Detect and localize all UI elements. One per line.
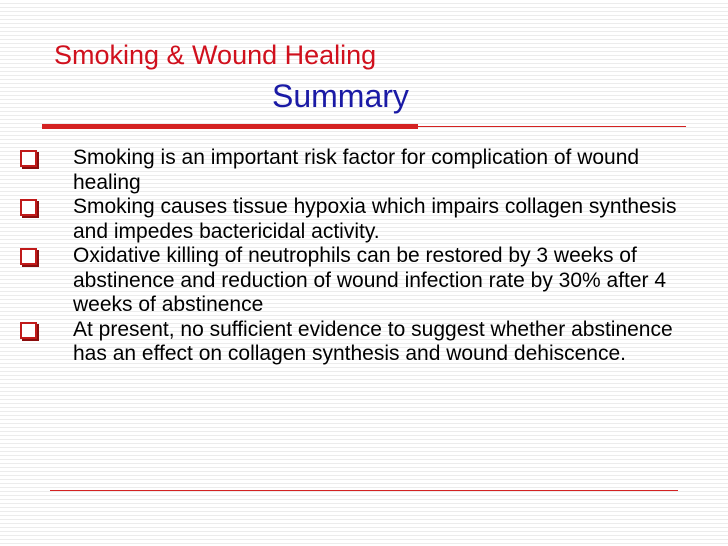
bullet-text: Smoking causes tissue hypoxia which impairs collagen synthesis and impedes bactericidal activity.	[73, 195, 677, 243]
square-bullet-icon	[20, 248, 37, 265]
slide-title: Smoking & Wound Healing	[54, 40, 377, 70]
title-underline-thin	[418, 126, 686, 127]
square-bullet-icon	[20, 150, 37, 167]
slide-subtitle: Summary	[272, 78, 409, 114]
bullet-item	[20, 146, 710, 195]
bullet-text: Oxidative killing of neutrophils can be restored by 3 weeks of abstinence and reduction of wound infection rate by 30% after 4 weeks of abstinence	[73, 244, 667, 316]
square-bullet-icon	[20, 322, 37, 339]
square-bullet-icon	[20, 199, 37, 216]
bullet-item	[20, 318, 710, 367]
bullet-text: Smoking is an important risk factor for complication of wound healing	[73, 146, 640, 194]
bullet-item	[20, 244, 710, 318]
footer-divider	[50, 490, 678, 491]
bullet-text: At present, no sufficient evidence to suggest whether abstinence has an effect on collagen synthesis and wound dehiscence.	[73, 317, 673, 365]
bullet-list	[20, 146, 710, 367]
title-underline-thick	[42, 124, 418, 129]
bullet-item	[20, 195, 710, 244]
